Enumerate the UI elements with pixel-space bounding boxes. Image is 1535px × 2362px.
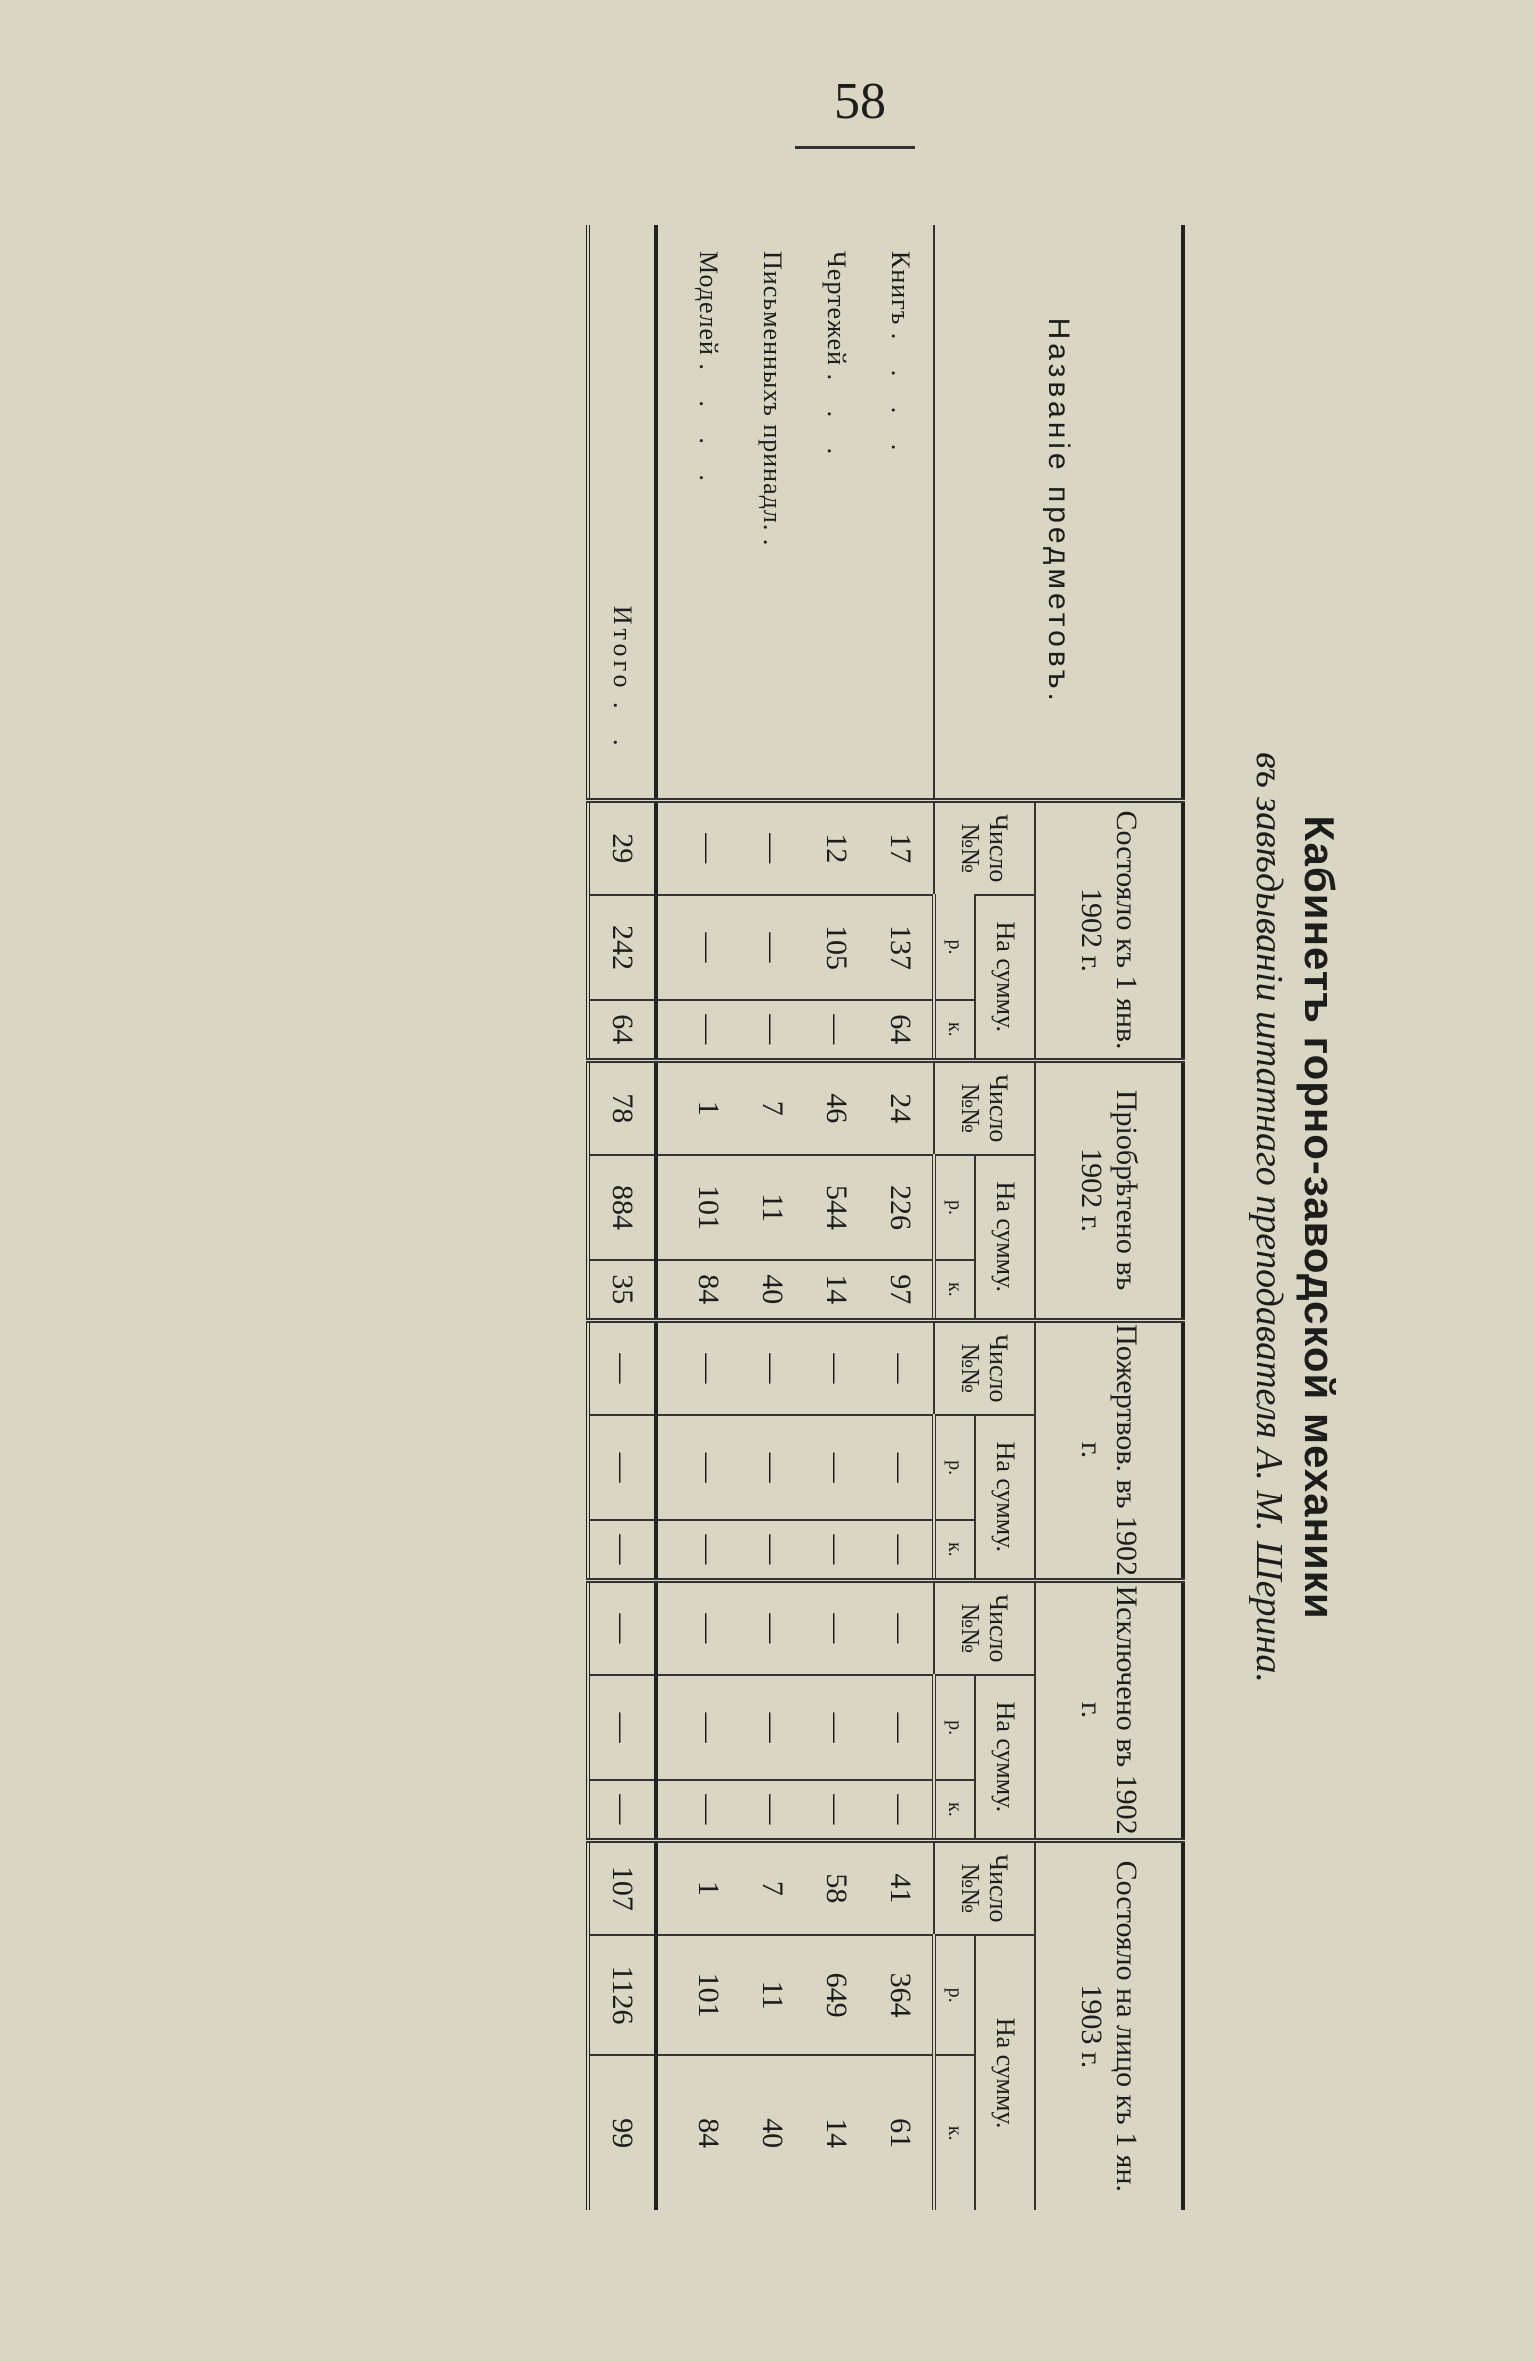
table-cell: — xyxy=(868,1320,934,1415)
column-header-kopecks: к. xyxy=(934,2055,975,2210)
column-group-balance-1903: Состояло на лицо къ 1 ян. 1903 г. xyxy=(1035,1840,1183,2210)
table-cell: — xyxy=(740,1000,804,1060)
table-cell: — xyxy=(588,1675,656,1780)
row-label-text: Книгъ xyxy=(886,251,916,326)
leader-dots: . xyxy=(758,538,787,558)
table-cell: — xyxy=(868,1675,934,1780)
column-header-item-name: Названіе предметовъ. xyxy=(934,225,1183,800)
spacer-cell xyxy=(656,1840,676,1935)
table-cell: — xyxy=(804,1000,868,1060)
table-cell: — xyxy=(740,1520,804,1580)
table-cell: — xyxy=(676,1580,740,1675)
table-cell: 41 xyxy=(868,1840,934,1935)
spacer-cell xyxy=(656,1000,676,1060)
column-header-kopecks: к. xyxy=(934,1000,975,1060)
spacer-cell xyxy=(656,1675,676,1780)
table-cell: 14 xyxy=(804,2055,868,2210)
spacer-cell xyxy=(656,1415,676,1520)
table-cell: 14 xyxy=(804,1260,868,1320)
table-cell: 40 xyxy=(740,1260,804,1320)
table-row xyxy=(868,225,934,2210)
column-header-kopecks: к. xyxy=(934,1260,975,1320)
spacer-cell xyxy=(656,895,676,1000)
table-cell: 58 xyxy=(804,1840,868,1935)
table-cell: — xyxy=(588,1320,656,1415)
table-cell: 12 xyxy=(804,800,868,895)
table-cell: 226 xyxy=(868,1155,934,1260)
table-row xyxy=(804,225,868,2210)
column-header-count: Число №№ xyxy=(934,1320,1035,1415)
table-cell: 7 xyxy=(740,1060,804,1155)
table-cell: 40 xyxy=(740,2055,804,2210)
table-cell: — xyxy=(868,1415,934,1520)
table-cell: 97 xyxy=(868,1260,934,1320)
table-cell: 1 xyxy=(676,1840,740,1935)
page-number-rule xyxy=(795,146,915,149)
leader-dots: . . . . xyxy=(694,363,723,493)
column-header-kopecks: к. xyxy=(934,1780,975,1840)
table-cell: — xyxy=(804,1415,868,1520)
row-label-text: Чертежей xyxy=(822,251,851,367)
column-header-rubles: р. xyxy=(934,1935,975,2055)
column-header-rubles: р. xyxy=(934,895,975,1000)
row-label xyxy=(676,225,740,800)
table-cell: — xyxy=(804,1780,868,1840)
column-group-acquired-1902: Пріобрѣтено въ 1902 г. xyxy=(1035,1060,1183,1320)
table-cell: 242 xyxy=(588,895,656,1000)
row-label-text: Моделей xyxy=(694,251,723,356)
table-cell: 64 xyxy=(868,1000,934,1060)
row-label xyxy=(804,225,868,800)
table-cell: 35 xyxy=(588,1260,656,1320)
inventory-table xyxy=(586,225,1185,2210)
table-cell: 101 xyxy=(676,1935,740,2055)
spacer-row xyxy=(656,225,676,2210)
table-cell: — xyxy=(676,1675,740,1780)
table-cell: — xyxy=(588,1415,656,1520)
table-cell: — xyxy=(588,1520,656,1580)
table-cell: 11 xyxy=(740,1935,804,2055)
table-cell: — xyxy=(740,800,804,895)
column-header-count: Число №№ xyxy=(934,800,1035,895)
table-title: Кабинетъ горно-заводской механики xyxy=(1296,815,1343,1620)
column-header-sum: На сумму. xyxy=(975,1155,1035,1320)
table-cell: — xyxy=(676,1520,740,1580)
table-cell: 17 xyxy=(868,800,934,895)
table-cell: — xyxy=(740,1780,804,1840)
column-header-kopecks: к. xyxy=(934,1520,975,1580)
table-cell: — xyxy=(804,1580,868,1675)
table-cell: 101 xyxy=(676,1155,740,1260)
column-group-excluded-1902: Исключено въ 1902 г. xyxy=(1035,1580,1183,1840)
table-body xyxy=(588,225,934,2210)
column-header-rubles: р. xyxy=(934,1155,975,1260)
table-cell: 1 xyxy=(676,1060,740,1155)
column-header-count: Число №№ xyxy=(934,1840,1035,1935)
table-cell: — xyxy=(676,1415,740,1520)
leader-dots: . . xyxy=(608,702,637,758)
table-cell: — xyxy=(740,1675,804,1780)
table-cell: — xyxy=(740,1415,804,1520)
table-cell: 364 xyxy=(868,1935,934,2055)
table-cell: — xyxy=(804,1675,868,1780)
table-cell: 24 xyxy=(868,1060,934,1155)
spacer-cell xyxy=(656,1780,676,1840)
rotated-table-block xyxy=(250,225,1345,2210)
table-cell: — xyxy=(868,1580,934,1675)
row-label xyxy=(588,225,656,800)
table-cell: 84 xyxy=(676,2055,740,2210)
table-cell: 107 xyxy=(588,1840,656,1935)
table-cell: 105 xyxy=(804,895,868,1000)
spacer-cell xyxy=(656,225,676,800)
spacer-cell xyxy=(656,800,676,895)
table-cell: — xyxy=(676,1780,740,1840)
table-cell: — xyxy=(588,1580,656,1675)
spacer-cell xyxy=(656,1320,676,1415)
table-cell: — xyxy=(588,1780,656,1840)
table-cell: 99 xyxy=(588,2055,656,2210)
table-cell: — xyxy=(676,1000,740,1060)
row-label xyxy=(740,225,804,800)
table-cell: — xyxy=(740,1320,804,1415)
table-cell: 1126 xyxy=(588,1935,656,2055)
column-header-sum: На сумму. xyxy=(975,1675,1035,1840)
table-cell: — xyxy=(740,1580,804,1675)
table-cell: 78 xyxy=(588,1060,656,1155)
column-header-rubles: р. xyxy=(934,1675,975,1780)
table-cell: 64 xyxy=(588,1000,656,1060)
column-header-count: Число №№ xyxy=(934,1060,1035,1155)
spacer-cell xyxy=(656,1060,676,1155)
spacer-cell xyxy=(656,2055,676,2210)
column-group-donated-1902: Пожертвов. въ 1902 г. xyxy=(1035,1320,1183,1580)
table-row xyxy=(676,225,740,2210)
table-cell: — xyxy=(740,895,804,1000)
column-header-count: Число №№ xyxy=(934,1580,1035,1675)
column-header-rubles: р. xyxy=(934,1415,975,1520)
table-cell: — xyxy=(804,1520,868,1580)
table-cell: — xyxy=(676,800,740,895)
table-cell: — xyxy=(676,895,740,1000)
row-label xyxy=(868,225,934,800)
table-cell: 84 xyxy=(676,1260,740,1320)
row-label-text: Письменныхъ принадл. xyxy=(758,251,787,532)
table-cell: 884 xyxy=(588,1155,656,1260)
spacer-cell xyxy=(656,1155,676,1260)
column-group-balance-1902: Состояло къ 1 янв. 1902 г. xyxy=(1035,800,1183,1060)
table-subtitle: въ завѣдываніи штатнаго преподавателя А. М. Шерина. xyxy=(1248,752,1290,1683)
column-header-sum: На сумму. xyxy=(975,1415,1035,1580)
column-header-sum: На сумму. xyxy=(975,1935,1035,2210)
spacer-cell xyxy=(656,1935,676,2055)
spacer-cell xyxy=(656,1580,676,1675)
table-cell: 11 xyxy=(740,1155,804,1260)
total-row xyxy=(588,225,656,2210)
leader-dots: . . . . xyxy=(886,332,916,463)
title-block xyxy=(1205,225,1345,2210)
table-row xyxy=(740,225,804,2210)
table-cell: 61 xyxy=(868,2055,934,2210)
row-label-text: Итого xyxy=(608,605,637,692)
table-cell: 137 xyxy=(868,895,934,1000)
table-cell: — xyxy=(868,1780,934,1840)
leader-dots: . . . xyxy=(822,373,851,467)
page-number: 58 xyxy=(834,73,886,130)
table-cell: 29 xyxy=(588,800,656,895)
spacer-cell xyxy=(656,1260,676,1320)
table-cell: 649 xyxy=(804,1935,868,2055)
table-cell: — xyxy=(804,1320,868,1415)
spacer-cell xyxy=(656,1520,676,1580)
table-cell: 46 xyxy=(804,1060,868,1155)
table-cell: — xyxy=(868,1520,934,1580)
table-cell: 7 xyxy=(740,1840,804,1935)
column-header-sum: На сумму. xyxy=(975,895,1035,1060)
table-cell: 544 xyxy=(804,1155,868,1260)
table-cell: — xyxy=(676,1320,740,1415)
